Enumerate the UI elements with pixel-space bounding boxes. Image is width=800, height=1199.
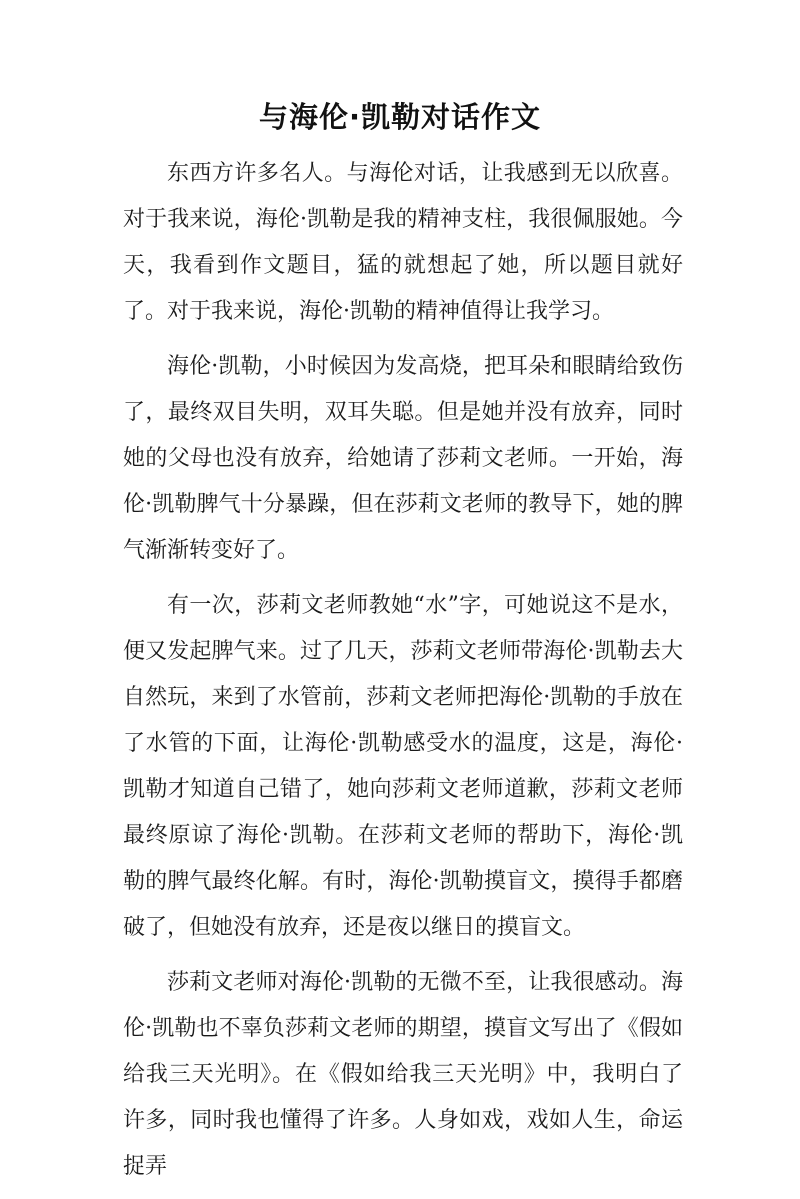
document-body [123,151,683,1199]
paragraph-3: 有一次，莎莉文老师教她“水”字，可她说这不是水，便又发起脾气来。过了几天，莎莉文老师带海伦·凯勒去大自然玩，来到了水管前，莎莉文老师把海伦·凯勒的手放在了水管的下面，让海伦·凯勒感受水的温度，这是，海伦·凯勒才知道自己错了，她向莎莉文老师道歉，莎莉文老师最终原谅了海伦·凯勒。在莎莉文老师的帮助下，海伦·凯勒的脾气最终化解。有时，海伦·凯勒摸盲文，摸得手都磨破了，但她没有放弃，还是夜以继日的摸盲文。 [123,593,683,940]
paragraph-4: 莎莉文老师对海伦·凯勒的无微不至，让我很感动。海伦·凯勒也不辜负莎莉文老师的期望，摸盲文写出了《假如给我三天光明》。在《假如给我三天光明》中，我明白了许多，同时我也懂得了许多。人身如戏，戏如人生，命运捉弄 [123,970,683,1179]
paragraph-2: 海伦·凯勒，小时候因为发高烧，把耳朵和眼睛给致伤了，最终双目失明，双耳失聪。但是她并没有放弃，同时她的父母也没有放弃，给她请了莎莉文老师。一开始，海伦·凯勒脾气十分暴躁，但在莎莉文老师的教导下，她的脾气渐渐转变好了。 [123,354,683,563]
paragraph-1: 东西方许多名人。与海伦对话，让我感到无以欣喜。对于我来说，海伦·凯勒是我的精神支柱，我很佩服她。今天，我看到作文题目，猛的就想起了她，所以题目就好了。对于我来说，海伦·凯勒的精神值得让我学习。 [123,161,683,324]
document-title: 与海伦·凯勒对话作文 [258,100,542,134]
